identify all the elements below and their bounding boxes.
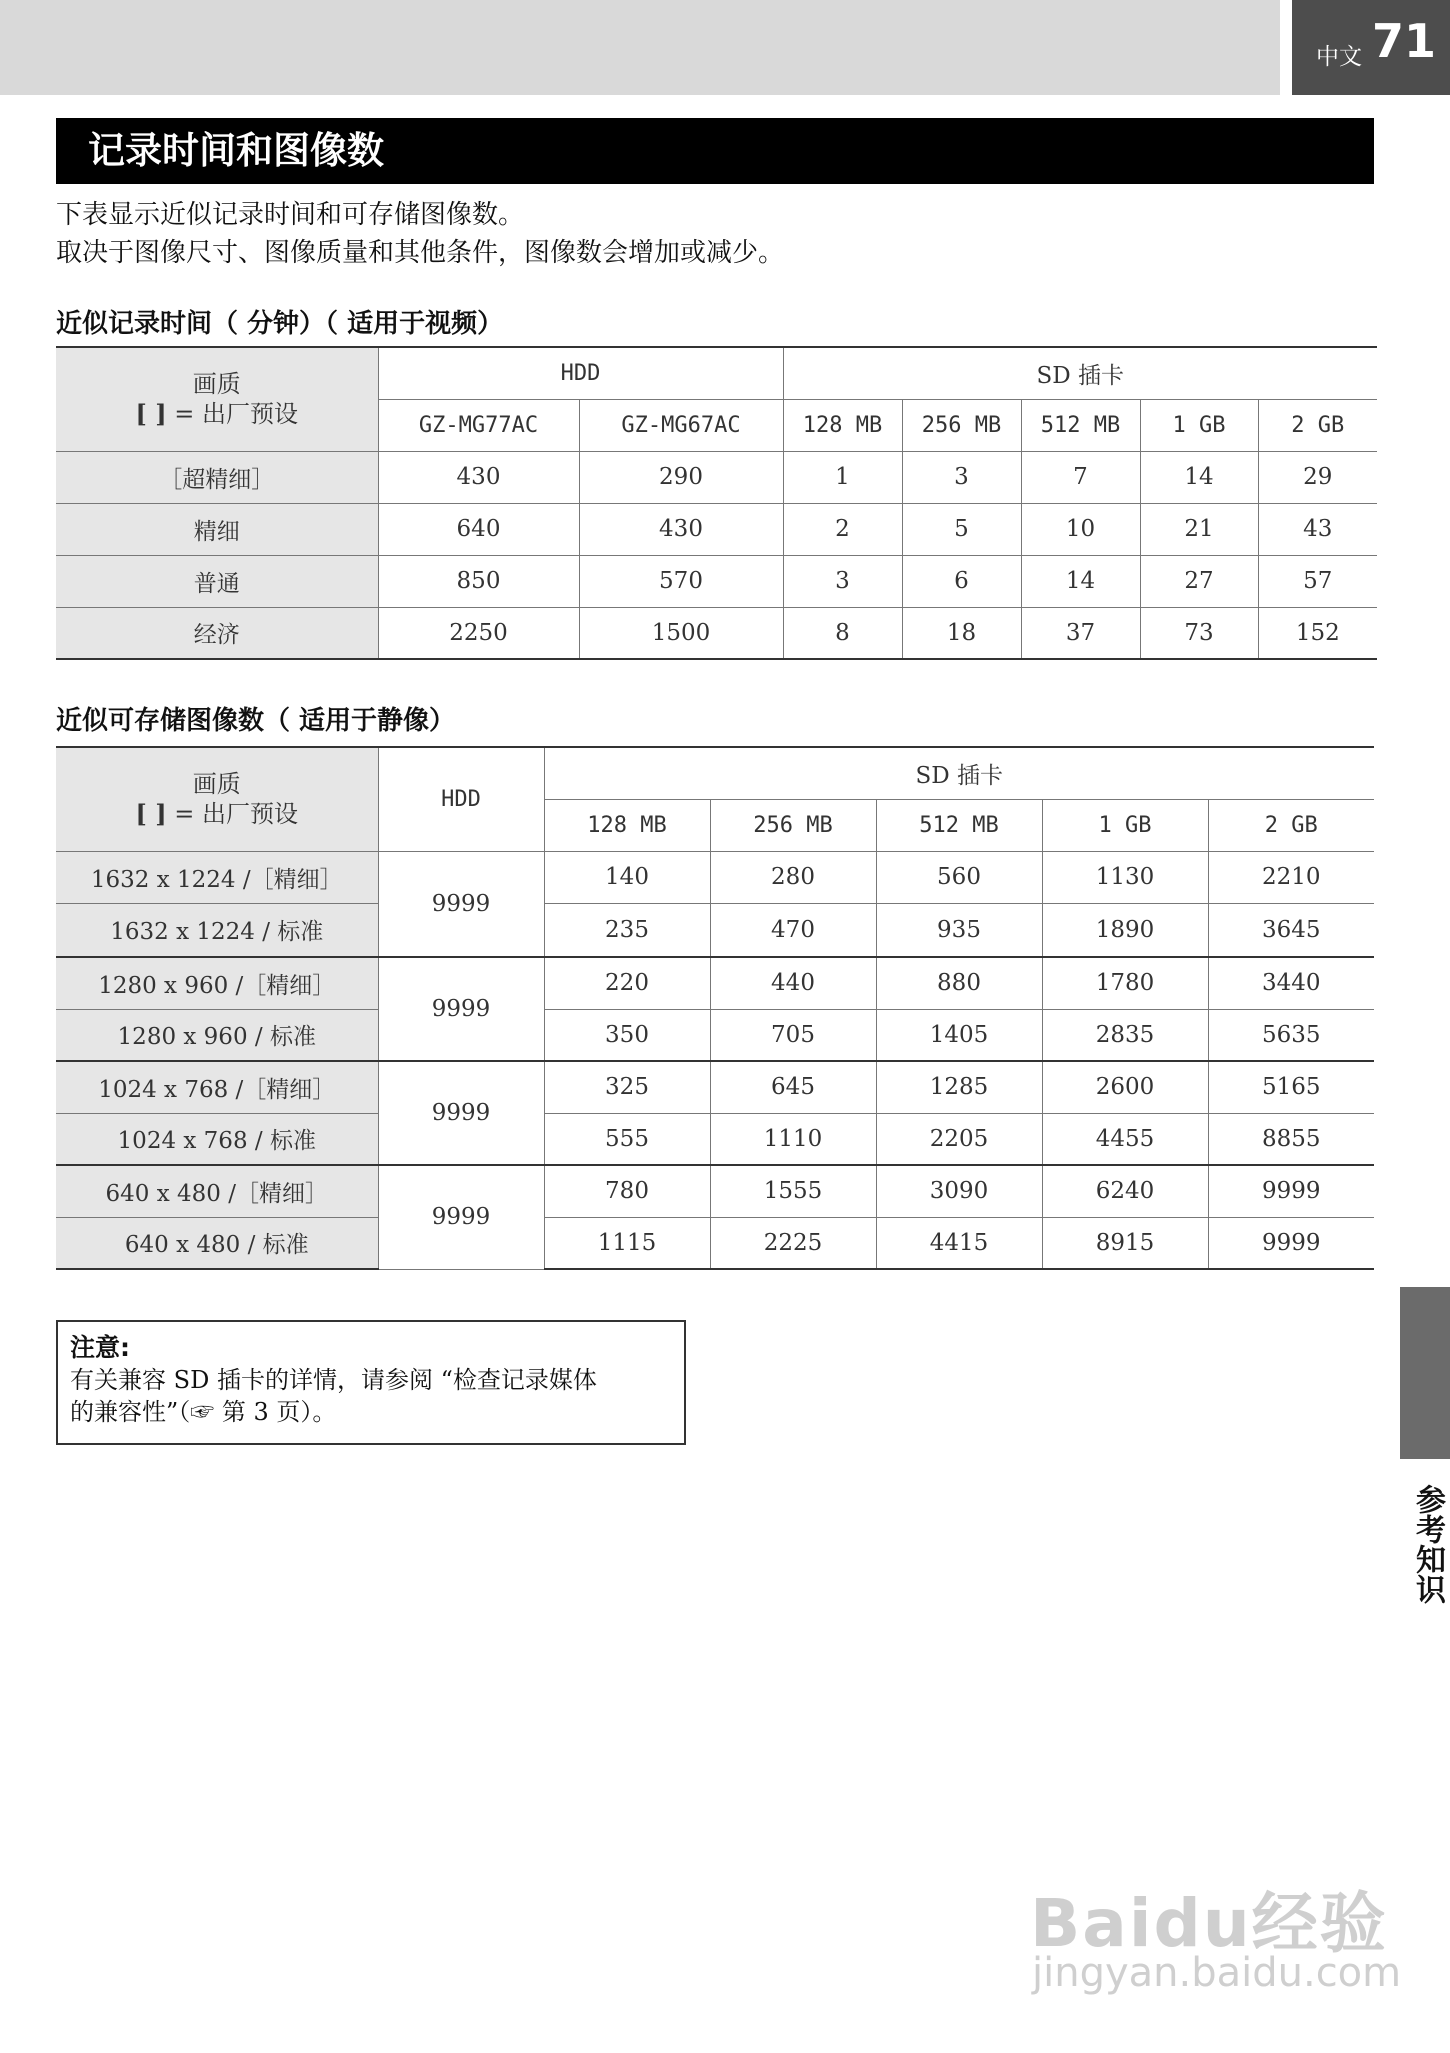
cell: 2225 [710,1217,876,1269]
cell: 705 [710,1009,876,1061]
preset-note: = 出厂预设 [174,800,298,829]
preset-note: = 出厂预设 [174,400,298,429]
video-recording-table [56,346,1377,660]
note-box [56,1320,686,1445]
cell: 6240 [1042,1165,1208,1217]
column-header: 128 MB [544,799,710,851]
side-section-label: 参考知识 [1410,1484,1445,1604]
cell: 7 [1021,451,1140,503]
cell: 9999 [1208,1165,1374,1217]
column-header: 1 GB [1042,799,1208,851]
row-label: 1024 x 768 /［精细］ [56,1061,378,1113]
intro-line: 取决于图像尺寸、图像质量和其他条件，图像数会增加或减少。 [56,238,785,268]
cell: 14 [1140,451,1258,503]
cell: 57 [1258,555,1377,607]
cell: 2 [783,503,902,555]
cell: 27 [1140,555,1258,607]
cell: 430 [378,451,579,503]
cell: 290 [579,451,783,503]
row-label: 1632 x 1224 / 标准 [56,903,378,957]
table-row [56,1061,1374,1113]
cell: 2600 [1042,1061,1208,1113]
hdd-header: HDD [378,747,544,851]
hdd-cell: 9999 [378,1061,544,1165]
cell: 1130 [1042,851,1208,903]
watermark-url: jingyan.baidu.com [1032,1950,1402,1996]
column-header: 512 MB [1021,399,1140,451]
page-number-tab [1292,0,1450,95]
table-row [56,555,1377,607]
cell: 73 [1140,607,1258,659]
cell: 3 [783,555,902,607]
quality-header [56,747,378,851]
cell: 430 [579,503,783,555]
table-row [56,503,1377,555]
cell: 2205 [876,1113,1042,1165]
cell: 560 [876,851,1042,903]
page-number: 71 [1372,14,1437,68]
row-label: 1024 x 768 / 标准 [56,1113,378,1165]
row-quality: 普通 [56,555,378,607]
row-quality: 精细 [56,503,378,555]
cell: 2835 [1042,1009,1208,1061]
cell: 1405 [876,1009,1042,1061]
table-row [56,1217,1374,1269]
quality-label: 画质 [192,370,241,399]
sd-card-header: SD 插卡 [544,747,1374,799]
column-header: GZ-MG67AC [579,399,783,451]
section-title: 记录时间和图像数 [56,118,1374,184]
table-row [56,851,1374,903]
row-quality: ［超精细］ [56,451,378,503]
cell: 8 [783,607,902,659]
cell: 235 [544,903,710,957]
cell: 3440 [1208,957,1374,1009]
table-row [56,1113,1374,1165]
column-header: GZ-MG77AC [378,399,579,451]
cell: 8915 [1042,1217,1208,1269]
cell: 850 [378,555,579,607]
cell: 21 [1140,503,1258,555]
table-row [56,957,1374,1009]
cell: 350 [544,1009,710,1061]
column-header: 2 GB [1208,799,1374,851]
cell: 1115 [544,1217,710,1269]
note-line: 有关兼容 SD 插卡的详情，请参阅 “检查记录媒体 [70,1366,597,1394]
hdd-cell: 9999 [378,1165,544,1269]
cell: 2210 [1208,851,1374,903]
column-header: 512 MB [876,799,1042,851]
cell: 220 [544,957,710,1009]
hdd-header: HDD [378,347,783,399]
cell: 935 [876,903,1042,957]
cell: 640 [378,503,579,555]
watermark [1030,1830,1410,2000]
cell: 14 [1021,555,1140,607]
cell: 1780 [1042,957,1208,1009]
cell: 880 [876,957,1042,1009]
cell: 780 [544,1165,710,1217]
cell: 570 [579,555,783,607]
side-tab [1400,1287,1450,1459]
cell: 1890 [1042,903,1208,957]
cell: 440 [710,957,876,1009]
table-row [56,451,1377,503]
column-header: 2 GB [1258,399,1377,451]
watermark-brand: Baidu经验 [1030,1885,1388,1962]
cell: 3 [902,451,1021,503]
cell: 1 [783,451,902,503]
cell: 29 [1258,451,1377,503]
still-table-title: 近似可存储图像数（ 适用于静像） [56,706,456,736]
column-header: 1 GB [1140,399,1258,451]
header-bar [0,0,1280,95]
cell: 152 [1258,607,1377,659]
column-header: 256 MB [710,799,876,851]
cell: 6 [902,555,1021,607]
cell: 325 [544,1061,710,1113]
language-label: 中文 [1316,44,1362,70]
cell: 1285 [876,1061,1042,1113]
cell: 2250 [378,607,579,659]
table-row [56,607,1377,659]
cell: 4415 [876,1217,1042,1269]
cell: 5635 [1208,1009,1374,1061]
column-header: 128 MB [783,399,902,451]
cell: 10 [1021,503,1140,555]
cell: 43 [1258,503,1377,555]
video-table-title: 近似记录时间（ 分钟）（ 适用于视频） [56,309,504,339]
row-label: 1280 x 960 / 标准 [56,1009,378,1061]
hdd-cell: 9999 [378,851,544,957]
table-row [56,1165,1374,1217]
cell: 8855 [1208,1113,1374,1165]
cell: 280 [710,851,876,903]
cell: 3090 [876,1165,1042,1217]
cell: 645 [710,1061,876,1113]
intro-text [56,196,784,272]
sd-card-header: SD 插卡 [783,347,1377,399]
cell: 1500 [579,607,783,659]
cell: 555 [544,1113,710,1165]
preset-bracket: [ ] [135,799,167,829]
preset-bracket: [ ] [135,399,167,429]
quality-label: 画质 [192,770,241,799]
intro-line: 下表显示近似记录时间和可存储图像数。 [56,200,525,230]
cell: 1555 [710,1165,876,1217]
quality-header [56,347,378,451]
row-label: 1632 x 1224 /［精细］ [56,851,378,903]
note-line: 的兼容性”（☞ 第 3 页）。 [70,1398,337,1426]
cell: 5165 [1208,1061,1374,1113]
hdd-cell: 9999 [378,957,544,1061]
cell: 3645 [1208,903,1374,957]
row-quality: 经济 [56,607,378,659]
cell: 1110 [710,1113,876,1165]
cell: 470 [710,903,876,957]
table-row [56,1009,1374,1061]
cell: 5 [902,503,1021,555]
cell: 4455 [1042,1113,1208,1165]
still-image-table [56,746,1374,1270]
column-header: 256 MB [902,399,1021,451]
note-title: 注意: [70,1333,130,1362]
cell: 9999 [1208,1217,1374,1269]
table-row [56,903,1374,957]
cell: 140 [544,851,710,903]
row-label: 1280 x 960 /［精细］ [56,957,378,1009]
row-label: 640 x 480 /［精细］ [56,1165,378,1217]
cell: 37 [1021,607,1140,659]
row-label: 640 x 480 / 标准 [56,1217,378,1269]
cell: 18 [902,607,1021,659]
